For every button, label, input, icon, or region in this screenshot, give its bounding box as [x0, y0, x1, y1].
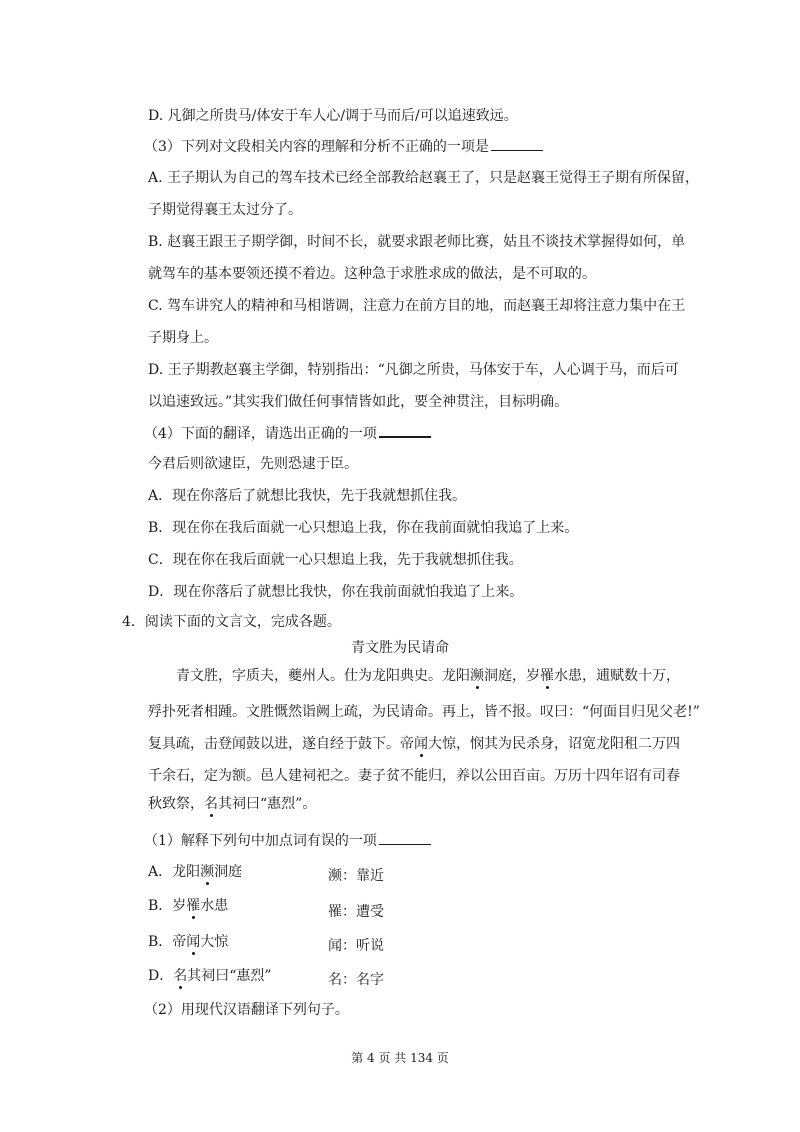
- passage-line-1: 青文胜，字质夫，夔州人。仕为龙阳典史。龙阳濒洞庭，岁罹水患，逋赋数十万，: [176, 668, 680, 684]
- section4-heading: 4．阅读下面的文言文，完成各题。: [122, 614, 341, 630]
- sub1-option-b: B．岁罹水患: [148, 898, 229, 914]
- q3-option-a-line1: A. 王子期认为自己的驾车技术已经全部教给赵襄王了，只是赵襄王觉得王子期有所保留，: [148, 170, 700, 186]
- q3-option-a-line2: 子期觉得襄王太过分了。: [148, 202, 302, 218]
- q4-sentence: 今君后则欲逮臣，先则恐逮于臣。: [148, 456, 358, 472]
- q4-stem: （4）下面的翻译，请选出正确的一项: [144, 422, 431, 444]
- sub1-stem: （1）解释下列句中加点词有误的一项: [144, 830, 431, 851]
- sub1-option-b-definition: 罹：遭受: [328, 904, 384, 920]
- q3-option-c-line2: 子期身上。: [148, 330, 218, 346]
- q3-stem: （3）下列对文段相关内容的理解和分析不正确的一项是: [144, 136, 543, 157]
- q3-option-d-line2: 以追速致远。”其实我们做任何事情皆如此，要全神贯注，目标明确。: [148, 394, 569, 410]
- sub2-stem: （2）用现代汉语翻译下列句子。: [144, 1002, 349, 1018]
- passage-line-5: 秋致祭，名其祠曰“惠烈”。: [148, 796, 317, 812]
- q3-option-b-line1: B. 赵襄王跟王子期学御，时间不长，就要求跟老师比赛，姑且不谈技术掌握得如何，单: [148, 234, 686, 250]
- sub1-option-a: A．龙阳濒洞庭: [148, 864, 243, 880]
- answer-blank: [491, 136, 543, 151]
- answer-blank: [379, 422, 431, 438]
- q3-option-b-line2: 就驾车的基本要领还摸不着边。这种急于求胜求成的做法，是不可取的。: [148, 266, 596, 282]
- q3-option-c-line1: C. 驾车讲究人的精神和马相谐调，注意力在前方目的地，而赵襄王却将注意力集中在王: [148, 298, 686, 314]
- passage-title: 青文胜为民请命: [351, 640, 449, 656]
- q3-prev-option-d: D. 凡御之所贵马/体安于车人心/调于马而后/可以追速致远。: [148, 108, 518, 124]
- sub1-option-d-definition: 名：名字: [328, 972, 384, 988]
- q4-option-c: C．现在你在我后面就一心只想追上我，先于我就想抓住我。: [148, 552, 523, 568]
- q4-option-b: B．现在你在我后面就一心只想追上我，你在我前面就怕我追了上来。: [148, 520, 579, 536]
- sub1-option-d: D．名其祠曰“惠烈”: [148, 968, 272, 984]
- passage-line-3: 复具疏，击登闻鼓以进，遂自经于鼓下。帝闻大惊，悯其为民杀身，诏宽龙阳租二万四: [148, 736, 680, 752]
- answer-blank: [379, 830, 431, 845]
- passage-line-4: 千余石，定为额。邑人建祠祀之。妻子贫不能归，养以公田百亩。万历十四年诏有司春: [148, 768, 680, 784]
- q4-option-a: A．现在你落后了就想比我快，先于我就想抓住我。: [148, 488, 467, 504]
- page-footer: 第 4 页 共 134 页: [351, 1051, 449, 1065]
- sub1-option-c: B．帝闻大惊: [148, 934, 229, 950]
- passage-line-2: 殍扑死者相踵。文胜慨然诣阙上疏，为民请命。再上，皆不报。叹曰：“何面目归见父老!”: [148, 704, 700, 720]
- q4-option-d: D．现在你落后了就想比我快，你在我前面就怕我追了上来。: [148, 584, 524, 600]
- sub1-option-c-definition: 闻：听说: [328, 938, 384, 954]
- sub1-option-a-definition: 濒：靠近: [328, 868, 384, 884]
- q3-option-d-line1: D. 王子期教赵襄主学御，特别指出：“凡御之所贵，马体安于车，人心调于马，而后可: [148, 362, 679, 378]
